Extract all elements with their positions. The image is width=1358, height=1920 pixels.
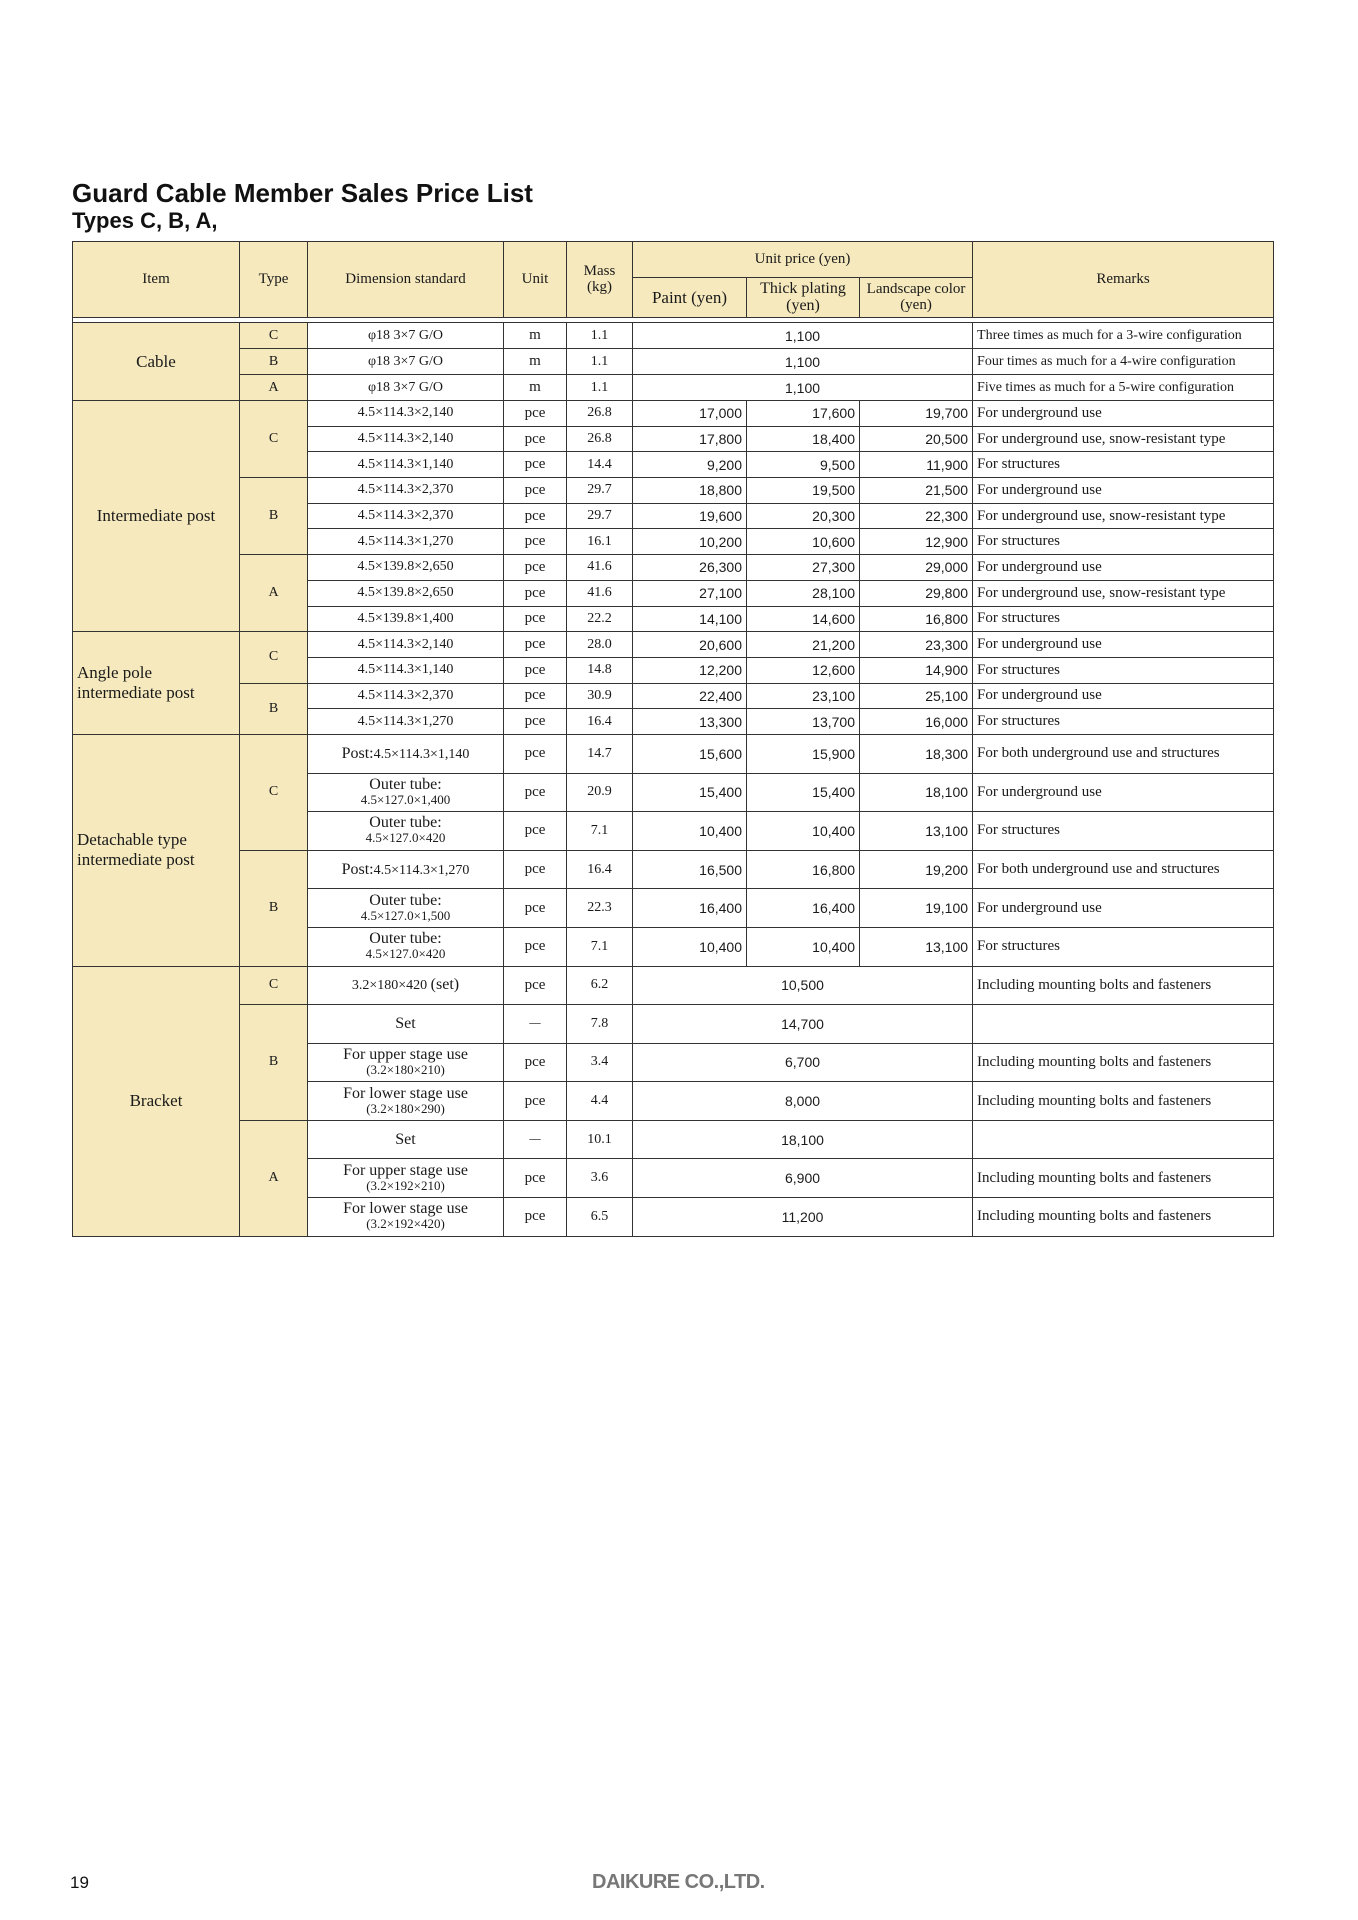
remarks-cell: Three times as much for a 3-wire configuration xyxy=(973,323,1274,349)
price-cell: 18,100 xyxy=(633,1120,973,1159)
paint-price-cell: 10,200 xyxy=(633,529,747,555)
unit-cell: pce xyxy=(504,606,567,632)
landscape-price-cell: 22,300 xyxy=(860,503,973,529)
thick-price-cell: 12,600 xyxy=(747,657,860,683)
header-type: Type xyxy=(240,242,308,318)
mass-cell: 10.1 xyxy=(567,1120,633,1159)
unit-cell: pce xyxy=(504,401,567,427)
thick-price-cell: 28,100 xyxy=(747,580,860,606)
item-detachable-type xyxy=(73,734,240,966)
landscape-price-cell: 18,300 xyxy=(860,734,973,773)
type-cell: A xyxy=(240,1120,308,1236)
landscape-price-cell: 13,100 xyxy=(860,812,973,851)
mass-cell: 22.2 xyxy=(567,606,633,632)
header-thick xyxy=(747,278,860,318)
table-row xyxy=(73,478,1274,504)
item-detachable-line2: intermediate post xyxy=(77,850,195,870)
thick-price-cell: 14,600 xyxy=(747,606,860,632)
paint-price-cell: 20,600 xyxy=(633,632,747,658)
dimension-cell: φ18 3×7 G/O xyxy=(308,323,504,349)
unit-cell: pce xyxy=(504,657,567,683)
paint-price-cell: 27,100 xyxy=(633,580,747,606)
dimension-label: Outer tube: xyxy=(369,891,442,909)
price-cell: 1,100 xyxy=(633,349,973,375)
thick-price-cell: 15,900 xyxy=(747,734,860,773)
price-cell: 1,100 xyxy=(633,323,973,349)
paint-price-cell: 16,500 xyxy=(633,850,747,889)
mass-cell: 26.8 xyxy=(567,426,633,452)
thick-price-cell: 18,400 xyxy=(747,426,860,452)
table-row xyxy=(73,683,1274,709)
dimension-cell xyxy=(308,1082,504,1121)
mass-cell: 7.8 xyxy=(567,1005,633,1044)
price-cell: 6,700 xyxy=(633,1043,973,1082)
landscape-price-cell: 20,500 xyxy=(860,426,973,452)
unit-cell: pce xyxy=(504,632,567,658)
mass-cell: 16.4 xyxy=(567,709,633,735)
header-paint: Paint (yen) xyxy=(633,278,747,318)
thick-price-cell: 27,300 xyxy=(747,555,860,581)
header-landscape xyxy=(860,278,973,318)
landscape-price-cell: 14,900 xyxy=(860,657,973,683)
header-dimension: Dimension standard xyxy=(308,242,504,318)
dimension-value: Set xyxy=(395,1130,416,1148)
company-logo: DAIKURE CO.,LTD. xyxy=(592,1871,765,1893)
type-cell: B xyxy=(240,683,308,734)
unit-cell: pce xyxy=(504,709,567,735)
dimension-label: Post: xyxy=(341,860,374,878)
page-number: 19 xyxy=(70,1873,89,1892)
thick-price-cell: 16,800 xyxy=(747,850,860,889)
header-mass-unit: (kg) xyxy=(587,278,612,295)
dimension-value: 4.5×127.0×1,500 xyxy=(360,907,451,923)
mass-cell: 3.6 xyxy=(567,1159,633,1198)
dimension-cell xyxy=(308,889,504,928)
price-cell: 10,500 xyxy=(633,966,973,1005)
remarks-cell: Including mounting bolts and fasteners xyxy=(973,1082,1274,1121)
thick-price-cell: 15,400 xyxy=(747,773,860,812)
thick-price-cell: 13,700 xyxy=(747,709,860,735)
dimension-cell: 4.5×114.3×2,370 xyxy=(308,683,504,709)
header-mass-label: Mass xyxy=(583,262,616,279)
paint-price-cell: 19,600 xyxy=(633,503,747,529)
thick-price-cell: 10,400 xyxy=(747,927,860,966)
landscape-price-cell: 16,800 xyxy=(860,606,973,632)
landscape-price-cell: 23,300 xyxy=(860,632,973,658)
dimension-cell: 4.5×114.3×1,140 xyxy=(308,657,504,683)
mass-cell: 7.1 xyxy=(567,812,633,851)
dimension-value: 4.5×127.0×1,400 xyxy=(360,791,451,807)
paint-price-cell: 14,100 xyxy=(633,606,747,632)
dimension-cell: 4.5×114.3×1,270 xyxy=(308,709,504,735)
unit-cell: pce xyxy=(504,889,567,928)
paint-price-cell: 17,800 xyxy=(633,426,747,452)
paint-price-cell: 13,300 xyxy=(633,709,747,735)
remarks-cell: Including mounting bolts and fasteners xyxy=(973,1198,1274,1237)
mass-cell: 6.5 xyxy=(567,1198,633,1237)
remarks-cell xyxy=(973,1005,1274,1044)
type-cell: B xyxy=(240,1005,308,1121)
price-list-table xyxy=(72,241,1274,1237)
paint-price-cell: 26,300 xyxy=(633,555,747,581)
paint-price-cell: 9,200 xyxy=(633,452,747,478)
mass-cell: 41.6 xyxy=(567,555,633,581)
paint-price-cell: 18,800 xyxy=(633,478,747,504)
type-cell: A xyxy=(240,555,308,632)
remarks-cell: Five times as much for a 5-wire configuration xyxy=(973,375,1274,401)
dimension-label: Outer tube: xyxy=(369,814,442,832)
item-cable: Cable xyxy=(73,323,240,401)
dimension-cell xyxy=(308,850,504,889)
item-intermediate-post: Intermediate post xyxy=(73,401,240,632)
dimension-cell: 4.5×114.3×2,140 xyxy=(308,426,504,452)
unit-cell: pce xyxy=(504,1159,567,1198)
dimension-cell: φ18 3×7 G/O xyxy=(308,349,504,375)
dimension-cell xyxy=(308,1159,504,1198)
dimension-label: For upper stage use xyxy=(343,1045,468,1063)
dimension-cell: 4.5×139.8×2,650 xyxy=(308,580,504,606)
mass-cell: 28.0 xyxy=(567,632,633,658)
item-detachable-line1: Detachable type xyxy=(77,830,187,850)
dimension-label: For lower stage use xyxy=(343,1200,468,1218)
dimension-label: Post: xyxy=(341,744,374,762)
dimension-cell xyxy=(308,773,504,812)
unit-cell: － xyxy=(504,1005,567,1044)
paint-price-cell: 17,000 xyxy=(633,401,747,427)
dimension-cell xyxy=(308,966,504,1005)
unit-cell: pce xyxy=(504,1198,567,1237)
unit-cell: m xyxy=(504,323,567,349)
unit-cell: pce xyxy=(504,555,567,581)
mass-cell: 41.6 xyxy=(567,580,633,606)
dimension-value: (3.2×192×420) xyxy=(366,1216,445,1232)
type-cell: C xyxy=(240,401,308,478)
table-row xyxy=(73,401,1274,427)
remarks-cell: Including mounting bolts and fasteners xyxy=(973,966,1274,1005)
dimension-value: 4.5×114.3×1,140 xyxy=(373,746,470,762)
item-angle-pole-line2: intermediate post xyxy=(77,683,195,703)
table-row xyxy=(73,349,1274,375)
dimension-label: For upper stage use xyxy=(343,1161,468,1179)
dimension-cell xyxy=(308,734,504,773)
dimension-cell xyxy=(308,1005,504,1044)
mass-cell: 14.8 xyxy=(567,657,633,683)
table-row xyxy=(73,850,1274,889)
thick-price-cell: 10,600 xyxy=(747,529,860,555)
thick-price-cell: 9,500 xyxy=(747,452,860,478)
item-angle-pole xyxy=(73,632,240,735)
unit-cell: pce xyxy=(504,503,567,529)
unit-cell: pce xyxy=(504,850,567,889)
landscape-price-cell: 13,100 xyxy=(860,927,973,966)
landscape-price-cell: 16,000 xyxy=(860,709,973,735)
paint-price-cell: 10,400 xyxy=(633,812,747,851)
header-unit-price: Unit price (yen) xyxy=(633,242,973,278)
price-cell: 14,700 xyxy=(633,1005,973,1044)
dimension-cell: 4.5×114.3×2,370 xyxy=(308,503,504,529)
remarks-cell: For structures xyxy=(973,529,1274,555)
dimension-cell: 4.5×114.3×2,140 xyxy=(308,632,504,658)
table-row xyxy=(73,555,1274,581)
remarks-cell: For structures xyxy=(973,927,1274,966)
table-row xyxy=(73,966,1274,1005)
dimension-cell: 4.5×139.8×2,650 xyxy=(308,555,504,581)
unit-cell: pce xyxy=(504,1082,567,1121)
paint-price-cell: 10,400 xyxy=(633,927,747,966)
header-thick-label: Thick plating xyxy=(760,279,846,297)
mass-cell: 7.1 xyxy=(567,927,633,966)
dimension-value: 4.5×127.0×420 xyxy=(365,946,446,962)
thick-price-cell: 19,500 xyxy=(747,478,860,504)
type-cell: C xyxy=(240,632,308,683)
remarks-cell: Including mounting bolts and fasteners xyxy=(973,1043,1274,1082)
mass-cell: 30.9 xyxy=(567,683,633,709)
remarks-cell: For underground use xyxy=(973,632,1274,658)
dimension-label: For lower stage use xyxy=(343,1084,468,1102)
header-item: Item xyxy=(73,242,240,318)
dimension-value: (3.2×180×210) xyxy=(366,1061,445,1077)
mass-cell: 14.4 xyxy=(567,452,633,478)
item-angle-pole-line1: Angle pole xyxy=(77,663,153,683)
remarks-cell: For structures xyxy=(973,709,1274,735)
remarks-cell: For both underground use and structures xyxy=(973,734,1274,773)
remarks-cell: Four times as much for a 4-wire configuration xyxy=(973,349,1274,375)
remarks-cell: For underground use xyxy=(973,889,1274,928)
table-row xyxy=(73,632,1274,658)
unit-cell: pce xyxy=(504,927,567,966)
thick-price-cell: 16,400 xyxy=(747,889,860,928)
unit-cell: pce xyxy=(504,452,567,478)
unit-cell: pce xyxy=(504,734,567,773)
landscape-price-cell: 12,900 xyxy=(860,529,973,555)
dimension-cell: 4.5×114.3×1,270 xyxy=(308,529,504,555)
header-mass xyxy=(567,242,633,318)
unit-cell: m xyxy=(504,375,567,401)
item-bracket: Bracket xyxy=(73,966,240,1236)
unit-cell: pce xyxy=(504,773,567,812)
dimension-value: (3.2×192×210) xyxy=(366,1177,445,1193)
dimension-cell xyxy=(308,812,504,851)
landscape-price-cell: 19,700 xyxy=(860,401,973,427)
unit-cell: － xyxy=(504,1120,567,1159)
thick-price-cell: 23,100 xyxy=(747,683,860,709)
dimension-cell xyxy=(308,927,504,966)
remarks-cell: For both underground use and structures xyxy=(973,850,1274,889)
paint-price-cell: 12,200 xyxy=(633,657,747,683)
dimension-cell: 4.5×114.3×1,140 xyxy=(308,452,504,478)
mass-cell: 1.1 xyxy=(567,323,633,349)
dimension-cell: 4.5×114.3×2,140 xyxy=(308,401,504,427)
mass-cell: 26.8 xyxy=(567,401,633,427)
price-cell: 11,200 xyxy=(633,1198,973,1237)
header-landscape-unit: (yen) xyxy=(900,296,932,313)
dimension-value: Set xyxy=(395,1014,416,1032)
paint-price-cell: 16,400 xyxy=(633,889,747,928)
mass-cell: 3.4 xyxy=(567,1043,633,1082)
dimension-cell xyxy=(308,1043,504,1082)
remarks-cell: For underground use xyxy=(973,683,1274,709)
unit-cell: pce xyxy=(504,478,567,504)
unit-cell: pce xyxy=(504,426,567,452)
unit-cell: pce xyxy=(504,580,567,606)
landscape-price-cell: 19,100 xyxy=(860,889,973,928)
type-cell: C xyxy=(240,734,308,850)
dimension-label: Outer tube: xyxy=(369,930,442,948)
table-row xyxy=(73,1120,1274,1159)
unit-cell: pce xyxy=(504,812,567,851)
dimension-cell xyxy=(308,1120,504,1159)
remarks-cell: For underground use xyxy=(973,555,1274,581)
dimension-cell xyxy=(308,1198,504,1237)
type-cell: C xyxy=(240,323,308,349)
remarks-cell: For structures xyxy=(973,606,1274,632)
thick-price-cell: 20,300 xyxy=(747,503,860,529)
table-row xyxy=(73,734,1274,773)
dimension-cell: 4.5×114.3×2,370 xyxy=(308,478,504,504)
mass-cell: 1.1 xyxy=(567,349,633,375)
landscape-price-cell: 18,100 xyxy=(860,773,973,812)
mass-cell: 29.7 xyxy=(567,503,633,529)
landscape-price-cell: 19,200 xyxy=(860,850,973,889)
thick-price-cell: 21,200 xyxy=(747,632,860,658)
dimension-value: 3.2×180×420 xyxy=(351,978,428,994)
price-cell: 1,100 xyxy=(633,375,973,401)
thick-price-cell: 10,400 xyxy=(747,812,860,851)
mass-cell: 4.4 xyxy=(567,1082,633,1121)
mass-cell: 16.4 xyxy=(567,850,633,889)
page-subtitle: Types C, B, A, xyxy=(72,208,218,233)
thick-price-cell: 17,600 xyxy=(747,401,860,427)
page-title: Guard Cable Member Sales Price List xyxy=(72,178,533,208)
remarks-cell: For structures xyxy=(973,452,1274,478)
dimension-suffix: (set) xyxy=(430,976,460,994)
table-row xyxy=(73,323,1274,349)
dimension-cell: 4.5×139.8×1,400 xyxy=(308,606,504,632)
remarks-cell: For underground use, snow-resistant type xyxy=(973,580,1274,606)
header-thick-unit: (yen) xyxy=(786,296,820,314)
remarks-cell: For structures xyxy=(973,657,1274,683)
landscape-price-cell: 25,100 xyxy=(860,683,973,709)
mass-cell: 14.7 xyxy=(567,734,633,773)
dimension-cell: φ18 3×7 G/O xyxy=(308,375,504,401)
type-cell: A xyxy=(240,375,308,401)
unit-cell: m xyxy=(504,349,567,375)
remarks-cell xyxy=(973,1120,1274,1159)
type-cell: B xyxy=(240,850,308,966)
dimension-value: (3.2×180×290) xyxy=(366,1100,445,1116)
table-row xyxy=(73,1005,1274,1044)
unit-cell: pce xyxy=(504,1043,567,1082)
unit-cell: pce xyxy=(504,529,567,555)
remarks-cell: For underground use xyxy=(973,401,1274,427)
type-cell: B xyxy=(240,478,308,555)
paint-price-cell: 15,400 xyxy=(633,773,747,812)
unit-cell: pce xyxy=(504,966,567,1005)
type-cell: C xyxy=(240,966,308,1005)
header-remarks: Remarks xyxy=(973,242,1274,318)
mass-cell: 16.1 xyxy=(567,529,633,555)
mass-cell: 22.3 xyxy=(567,889,633,928)
mass-cell: 1.1 xyxy=(567,375,633,401)
paint-price-cell: 22,400 xyxy=(633,683,747,709)
dimension-label: Outer tube: xyxy=(369,775,442,793)
unit-cell: pce xyxy=(504,683,567,709)
paint-price-cell: 15,600 xyxy=(633,734,747,773)
landscape-price-cell: 29,800 xyxy=(860,580,973,606)
remarks-cell: Including mounting bolts and fasteners xyxy=(973,1159,1274,1198)
remarks-cell: For underground use xyxy=(973,478,1274,504)
mass-cell: 6.2 xyxy=(567,966,633,1005)
remarks-cell: For underground use, snow-resistant type xyxy=(973,426,1274,452)
header-unit: Unit xyxy=(504,242,567,318)
price-cell: 6,900 xyxy=(633,1159,973,1198)
price-cell: 8,000 xyxy=(633,1082,973,1121)
mass-cell: 20.9 xyxy=(567,773,633,812)
remarks-cell: For underground use, snow-resistant type xyxy=(973,503,1274,529)
remarks-cell: For underground use xyxy=(973,773,1274,812)
landscape-price-cell: 11,900 xyxy=(860,452,973,478)
type-cell: B xyxy=(240,349,308,375)
landscape-price-cell: 29,000 xyxy=(860,555,973,581)
landscape-price-cell: 21,500 xyxy=(860,478,973,504)
remarks-cell: For structures xyxy=(973,812,1274,851)
mass-cell: 29.7 xyxy=(567,478,633,504)
dimension-value: 4.5×127.0×420 xyxy=(365,830,446,846)
dimension-value: 4.5×114.3×1,270 xyxy=(373,862,470,878)
header-landscape-label: Landscape color xyxy=(866,280,966,297)
table-row xyxy=(73,375,1274,401)
